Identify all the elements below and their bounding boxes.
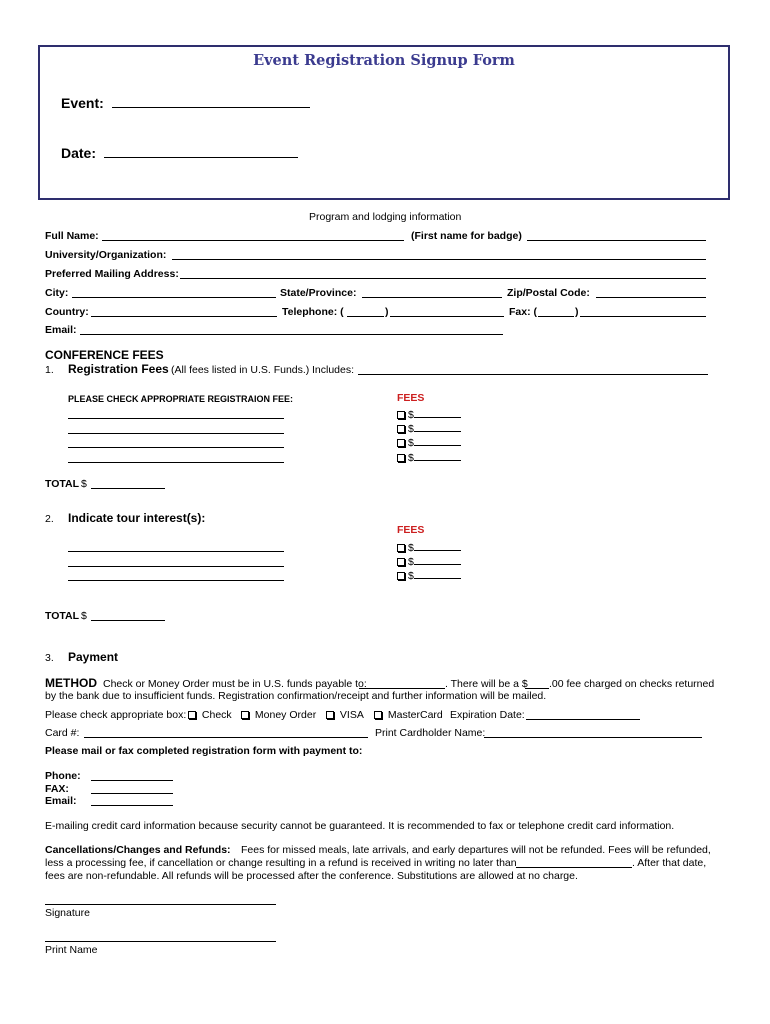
checkbox-icon[interactable] [188,711,196,719]
payment-option-label: MasterCard [387,709,443,721]
fee-amount-line[interactable] [414,436,461,446]
signature-line[interactable] [45,904,276,905]
tour-option-line[interactable] [68,580,284,581]
dollar-sign: $ [408,452,414,464]
fee-amount-line[interactable] [414,422,461,432]
dollar-sign: $ [408,423,414,435]
payment-option-check[interactable] [188,709,232,721]
registration-fees-note: (All fees listed in U.S. Funds.) [171,364,310,376]
zip-label: Zip/Postal Code: [507,287,590,299]
university-label: University/Organization: [45,249,167,261]
registration-total-label: TOTAL [45,478,80,490]
tour-option-line[interactable] [68,551,284,552]
checkbox-icon[interactable] [241,711,249,719]
checkbox-icon[interactable] [397,411,405,419]
payment-option-mastercard[interactable] [374,709,443,721]
contact-fax-line[interactable] [91,793,173,794]
cancellation-text-2: less a processing fee, if cancellation or change resulting in a refund is received in writing no later than [45,857,517,869]
cancellation-text-4: fees are non-refundable. All refunds will be processed after the conference. Substitutions are allowed at no charge. [45,870,578,882]
tour-fee-row[interactable] [397,555,461,568]
email-line[interactable] [80,334,503,335]
fax-label: Fax: ( [509,306,538,318]
registration-option-line[interactable] [68,418,284,419]
state-line[interactable] [362,297,502,298]
registration-option-line[interactable] [68,447,284,448]
method-label: METHOD [45,676,97,690]
event-field[interactable] [61,93,310,111]
payable-to-line[interactable] [359,688,445,689]
cardholder-line[interactable] [484,737,702,738]
fee-amount-line[interactable] [414,569,461,579]
fee-amount-line[interactable] [414,555,461,565]
date-field[interactable] [61,143,298,161]
method-text-2: . There will be a $ [445,678,528,690]
registration-fee-row[interactable] [397,422,461,435]
contact-email-line[interactable] [91,805,173,806]
checkbox-icon[interactable] [326,711,334,719]
header-box [38,45,730,200]
card-number-line[interactable] [84,737,368,738]
print-name-label: Print Name [45,944,98,956]
fax-line[interactable] [580,316,706,317]
checkbox-icon[interactable] [374,711,382,719]
checkbox-icon[interactable] [397,425,405,433]
badge-name-line[interactable] [527,240,706,241]
date-line[interactable] [104,143,298,158]
emailing-note: E-mailing credit card information because security cannot be guaranteed. It is recommended to fax or telephone credit card information. [45,820,675,832]
tour-fees-column-label: FEES [397,524,425,536]
payment-option-label: VISA [339,709,364,721]
contact-phone-line[interactable] [91,780,173,781]
contact-phone-label: Phone: [45,770,81,782]
event-line[interactable] [112,93,310,108]
registration-option-line[interactable] [68,462,284,463]
fee-amount-line[interactable] [414,451,461,461]
registration-fee-row[interactable] [397,451,461,464]
event-label: Event: [61,95,104,111]
full-name-line[interactable] [102,240,404,241]
registration-fee-row[interactable] [397,436,461,449]
form-title: Event Registration Signup Form [253,52,515,69]
method-text-1: Check or Money Order must be in U.S. funds payable to: [103,678,367,690]
payment-option-money-order[interactable] [241,709,316,721]
mail-fax-label: Please mail or fax completed registration form with payment to: [45,745,363,757]
checkbox-icon[interactable] [397,439,405,447]
fax-close-paren: ) [575,306,579,318]
item2-number: 2. [45,513,54,525]
dollar-sign: $ [408,570,414,582]
telephone-close-paren: ) [385,306,389,318]
country-label: Country: [45,306,89,318]
zip-line[interactable] [596,297,706,298]
fee-amount-line[interactable] [414,541,461,551]
full-name-label: Full Name: [45,230,99,242]
cancellation-text-1: Fees for missed meals, late arrivals, and early departures will not be refunded. Fees will be refunded, [241,844,711,856]
fee-amount-line[interactable] [414,408,461,418]
includes-label: Includes: [312,364,355,376]
payment-title: Payment [68,650,119,664]
print-name-line[interactable] [45,941,276,942]
tour-fee-row[interactable] [397,569,461,582]
program-heading: Program and lodging information [309,211,462,223]
state-label: State/Province: [280,287,357,299]
registration-total-dollar: $ [81,478,87,490]
university-line[interactable] [172,259,706,260]
badge-name-label: (First name for badge) [411,230,522,242]
city-label: City: [45,287,69,299]
country-line[interactable] [91,316,277,317]
checkbox-icon[interactable] [397,558,405,566]
expiration-line[interactable] [526,719,640,720]
method-text-4: by the bank due to insufficient funds. Registration confirmation/receipt and further information will be mailed. [45,690,547,702]
check-box-label: Please check appropriate box: [45,709,187,721]
payment-option-label: Check [201,709,232,721]
signature-label: Signature [45,907,90,919]
registration-fees-column-label: FEES [397,392,425,404]
city-line[interactable] [72,297,276,298]
includes-line[interactable] [358,374,708,375]
payment-option-label: Money Order [254,709,317,721]
returned-check-fee-line[interactable] [525,688,549,689]
mailing-address-label: Preferred Mailing Address: [45,268,179,280]
mailing-address-line[interactable] [180,278,706,279]
checkbox-icon[interactable] [397,572,405,580]
registration-fee-row[interactable] [397,408,461,421]
fax-area-line[interactable] [538,316,574,317]
dollar-sign: $ [408,409,414,421]
item1-number: 1. [45,364,54,376]
date-label: Date: [61,145,97,161]
contact-email-label: Email: [45,795,77,807]
telephone-label: Telephone: ( [282,306,344,318]
tour-fee-row[interactable] [397,541,461,554]
cancellation-label: Cancellations/Changes and Refunds: [45,844,231,856]
dollar-sign: $ [408,556,414,568]
check-fee-label: PLEASE CHECK APPROPRIATE REGISTRAION FEE: [68,394,294,404]
telephone-line[interactable] [390,316,504,317]
tour-interest-title: Indicate tour interest(s): [68,511,206,525]
tour-option-line[interactable] [68,566,284,567]
method-text-3: .00 fee charged on checks returned [549,678,715,690]
cardholder-label: Print Cardholder Name: [375,727,486,739]
registration-total-line[interactable] [91,488,165,489]
conference-fees-heading: CONFERENCE FEES [45,348,164,362]
checkbox-icon[interactable] [397,544,405,552]
registration-fees-title: Registration Fees [68,362,169,376]
email-label: Email: [45,324,77,336]
telephone-area-line[interactable] [347,316,384,317]
payment-option-visa[interactable] [326,709,364,721]
registration-option-line[interactable] [68,433,284,434]
tour-total-dollar: $ [81,610,87,622]
dollar-sign: $ [408,542,414,554]
item3-number: 3. [45,652,54,664]
card-number-label: Card #: [45,727,80,739]
expiration-label: Expiration Date: [450,709,525,721]
refund-deadline-line[interactable] [516,867,632,868]
checkbox-icon[interactable] [397,454,405,462]
tour-total-line[interactable] [91,620,165,621]
contact-fax-label: FAX: [45,783,69,795]
tour-total-label: TOTAL [45,610,80,622]
cancellation-text-3: . After that date, [632,857,707,869]
dollar-sign: $ [408,437,414,449]
